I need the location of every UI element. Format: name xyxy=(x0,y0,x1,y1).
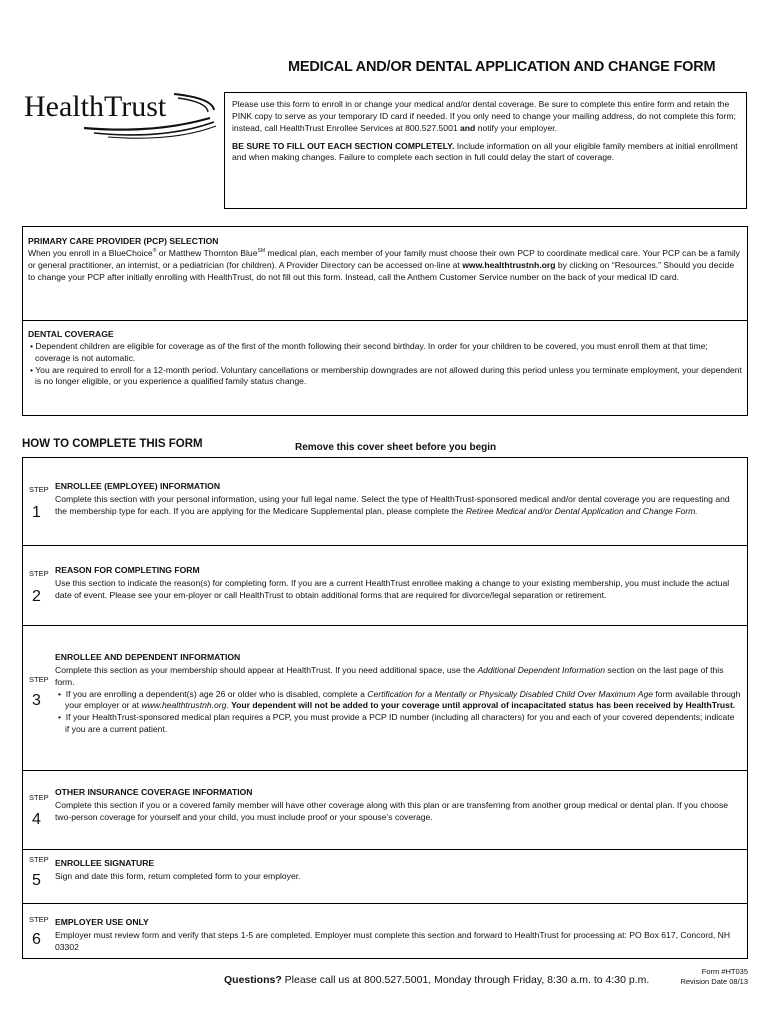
step-body xyxy=(55,858,741,883)
dental-bullet: • Dependent children are eligible for coverage as of the first of the month following their second birthday. In order for your children to be covered, you must enroll them at that time; coverage is not automatic. xyxy=(30,340,708,363)
step-1 xyxy=(23,458,747,545)
intro-paragraph-1: Please use this form to enroll in or change your medical and/or dental coverage. Be sure to complete this entire form and retain the PINK copy to serve as your temporary ID card if needed. If you only need to change your mailing address, do not complete this form; instead, call HealthTrust Enrollee Services at 800.527.5001 and notify your employer. xyxy=(232,99,736,133)
step-text: Sign and date this form, return completed form to your employer. xyxy=(55,870,301,881)
intro-paragraph-2: BE SURE TO FILL OUT EACH SECTION COMPLETELY. Include information on all your eligible family members at initial enrollment and when making changes. Failure to complete each section in full could delay the start of coverage. xyxy=(232,140,738,163)
step-label: STEP xyxy=(29,569,49,578)
step-heading: ENROLLEE (EMPLOYEE) INFORMATION xyxy=(55,481,221,491)
remove-cover-note: Remove this cover sheet before you begin xyxy=(295,442,497,453)
step-number: 2 xyxy=(32,588,41,605)
step-text: Complete this section if you or a covered family member will have other coverage along with this plan or are transferring from another group medical or dental plan. If you choose two-person coverage for yourself and your child, you must include proof or your spouse’s coverage. xyxy=(55,799,729,822)
revision-date: Revision Date 08/13 xyxy=(680,976,748,986)
step-number: 4 xyxy=(32,811,41,828)
step-body xyxy=(55,917,741,954)
step-number: 1 xyxy=(32,504,41,521)
step-label: STEP xyxy=(29,675,49,684)
pcp-text: When you enroll in a BlueChoice® or Matthew Thornton Blue℠ medical plan, each member of your family must choose their own PCP to coordinate medical care. Your PCP can be a family or general practitioner, an internist, or a pediatrician (for children). A Provider Directory can be accessed on-line at www.healthtrustnh.org by clicking on “Resources.” Should you decide to change your PCP after initially enrolling with HealthTrust, do not fill out this form. Instead, call the Anthem Customer Service number on the back of your medical ID card. xyxy=(28,247,740,282)
step-text: Complete this section as your membership should appear at HealthTrust. If you need additional space, use the Additional Dependent Information section on the last page of this form. xyxy=(55,664,724,687)
step-number: 6 xyxy=(32,931,41,948)
step-heading: ENROLLEE AND DEPENDENT INFORMATION xyxy=(55,652,241,662)
step-heading: OTHER INSURANCE COVERAGE INFORMATION xyxy=(55,787,253,797)
step-label: STEP xyxy=(29,915,49,924)
dental-heading: DENTAL COVERAGE xyxy=(28,329,114,339)
step-number: 5 xyxy=(32,872,41,889)
step-3 xyxy=(23,625,747,771)
questions-line: Questions? Please call us at 800.527.5001, Monday through Friday, 8:30 a.m. to 4:30 p.m. xyxy=(224,974,650,986)
logo-text: HealthTrust xyxy=(24,90,167,123)
step-label: STEP xyxy=(29,855,49,864)
step-body xyxy=(55,481,741,518)
step-heading: EMPLOYER USE ONLY xyxy=(55,917,149,927)
step-bullet: • If your HealthTrust-sponsored medical plan requires a PCP, you must provide a PCP ID number (including all characters) for you and each of your covered dependents; indicate if you are a current patient. xyxy=(58,712,735,735)
step-text: Complete this section with your personal information, using your full legal name. Select the type of HealthTrust-sponsored medical and/or dental coverage you are requesting and the membership type for each. If you are applying for the Medicare Supplemental plan, please complete the Retiree Medical and/or Dental Application and Change Form. xyxy=(55,493,730,516)
form-number-text: Form #HT035 xyxy=(701,967,748,976)
pcp-section xyxy=(23,227,747,283)
pcp-dental-box xyxy=(22,226,748,416)
step-text: Use this section to indicate the reason(s) for completing form. If you are a current HealthTrust enrollee making a change to your existing membership, you must include the actual date of event. Please see your em-ployer or call HealthTrust to obtain additional forms that are required for divorce/legal separation or retirement. xyxy=(55,577,730,600)
step-5 xyxy=(23,849,747,904)
step-4 xyxy=(23,770,747,850)
step-body xyxy=(55,565,741,602)
dental-bullet: • You are required to enroll for a 12-month period. Voluntary cancellations or membership downgrades are not allowed during this period unless you terminate employment, your dependent is no longer eligible, or you experience a qualified family status change. xyxy=(30,364,742,387)
step-body xyxy=(55,787,741,824)
step-number: 3 xyxy=(32,692,41,709)
step-text: Employer must review form and verify that steps 1-5 are completed. Employer must complete this section and forward to HealthTrust for processing at: PO Box 617, Concord, NH 03302 xyxy=(55,929,731,952)
steps-box xyxy=(22,457,748,959)
step-bullet: • If you are enrolling a dependent(s) age 26 or older who is disabled, complete a Certification for a Mentally or Physically Disabled Child Over Maximum Age form available through your employer or at www.healthtrustnh.org. Your dependent will not be added to your coverage until approval of incapacitated status has been received by HealthTrust. xyxy=(58,688,741,711)
step-label: STEP xyxy=(29,793,49,802)
step-label: STEP xyxy=(29,485,49,494)
form-title: MEDICAL AND/OR DENTAL APPLICATION AND CHANGE FORM xyxy=(288,59,716,75)
step-6 xyxy=(23,903,747,960)
step-heading: REASON FOR COMPLETING FORM xyxy=(55,565,200,575)
step-heading: ENROLLEE SIGNATURE xyxy=(55,858,155,868)
howto-heading: HOW TO COMPLETE THIS FORM xyxy=(22,438,203,450)
pcp-heading: PRIMARY CARE PROVIDER (PCP) SELECTION xyxy=(28,236,219,246)
dental-section xyxy=(23,320,747,388)
healthtrust-logo xyxy=(24,84,224,144)
intro-box xyxy=(224,92,747,209)
step-2 xyxy=(23,545,747,626)
form-number xyxy=(680,967,748,987)
step-body xyxy=(55,652,741,736)
